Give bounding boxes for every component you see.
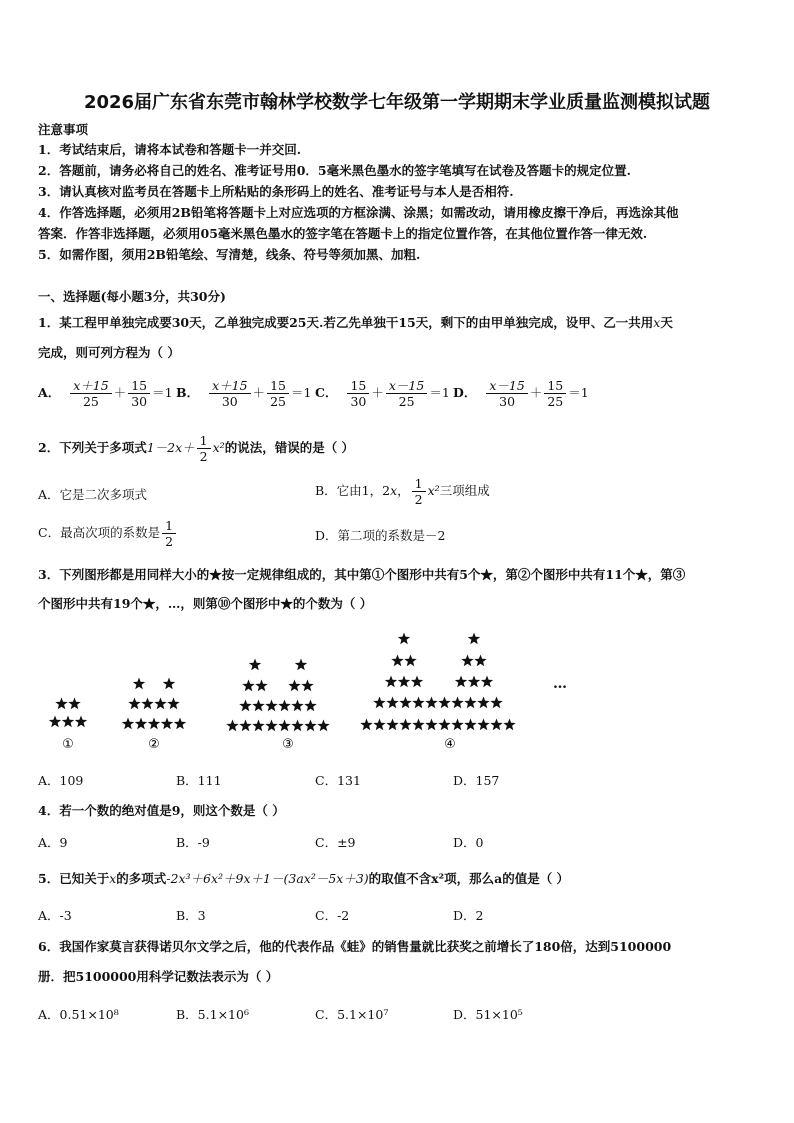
star-mark [174, 718, 186, 730]
numerator: x＋15 [209, 378, 250, 394]
star-mark [477, 697, 489, 709]
option-var: x [390, 483, 398, 498]
question-6-line2: 册．把5100000用科学记数法表示为（ ） [38, 969, 279, 984]
denominator: 25 [547, 394, 564, 409]
question-3-line1: 3．下列图形都是用同样大小的★按一定规律组成的，其中第①个图形中共有5个★，第②个图形中共有11个★，第③ [38, 567, 686, 582]
star-mark [386, 697, 398, 709]
q1-text: 1．某工程甲单独完成要30天，乙单独完成要25天.若乙先单独干15天，剩下的由甲单独完成，设甲、乙一共用 [38, 315, 654, 330]
option-label: A． [38, 385, 61, 400]
star-mark [391, 655, 403, 667]
option-label: C． [315, 385, 338, 400]
star-mark [62, 716, 74, 728]
option-text: C．最高次项的系数是 [38, 525, 161, 540]
star-mark [474, 655, 486, 667]
star-mark [385, 676, 397, 688]
q2-poly: 1－2x＋ [146, 440, 195, 455]
numerator: 15 [544, 378, 566, 394]
star-mark [438, 697, 450, 709]
star-mark [477, 719, 489, 731]
figure-label: ① [62, 737, 74, 752]
question-4: 4．若一个数的绝对值是9，则这个数是（ ） [38, 803, 285, 818]
denominator: 25 [82, 394, 99, 409]
star-mark [455, 676, 467, 688]
star-mark [412, 719, 424, 731]
denominator: 30 [131, 394, 148, 409]
numerator: 15 [347, 378, 369, 394]
star-mark [133, 678, 145, 690]
question-3-line2: 个图形中共有19个★，…，则第⑩个图形中★的个数为（ ） [38, 596, 373, 611]
star-mark [141, 698, 153, 710]
numerator: 1 [412, 476, 426, 492]
star-mark [360, 719, 372, 731]
star-mark [154, 698, 166, 710]
star-mark [503, 719, 515, 731]
star-mark [161, 718, 173, 730]
star-mark [451, 719, 463, 731]
rhs: ＝1 [429, 385, 450, 400]
star-mark [468, 676, 480, 688]
q2-x2: x² [212, 440, 225, 455]
page-title: 2026届广东省东莞市翰林学校数学七年级第一学期期末学业质量监测模拟试题 [83, 92, 711, 113]
star-mark [398, 676, 410, 688]
star-mark [399, 719, 411, 731]
star-mark [291, 700, 303, 712]
star-mark [288, 680, 300, 692]
q5-option-d[interactable]: D．2 [453, 908, 484, 923]
q1-var: x [653, 315, 661, 330]
rhs: ＝1 [568, 385, 589, 400]
q5-option-a[interactable]: A．-3 [38, 908, 72, 923]
denominator: 30 [221, 394, 238, 409]
star-mark [411, 676, 423, 688]
star-mark [425, 697, 437, 709]
star-mark [451, 697, 463, 709]
star-mark [252, 700, 264, 712]
star-mark [167, 698, 179, 710]
q3-option-d[interactable]: D．157 [453, 773, 500, 788]
star-mark [291, 720, 303, 732]
star-mark [122, 718, 134, 730]
q1-text-end: 天 [660, 315, 673, 330]
rhs: ＝1 [290, 385, 312, 400]
denominator: 30 [499, 394, 516, 409]
q5-option-c[interactable]: C．-2 [315, 908, 350, 923]
question-1-line2: 完成，则可列方程为（ ） [38, 345, 180, 360]
q3-option-c[interactable]: C．131 [315, 773, 361, 788]
figure-label: ③ [282, 737, 294, 752]
figure-ellipsis: … [553, 676, 567, 692]
q1-option-a[interactable]: A． $\frac{x+15}{25}$ ＋ $\frac{15}{30}$ ＝1 [38, 378, 173, 409]
star-mark [255, 680, 267, 692]
star-mark [265, 720, 277, 732]
q3-option-b[interactable]: B．111 [176, 773, 222, 788]
q4-option-b[interactable]: B．-9 [176, 835, 210, 850]
notice-heading: 注意事项 [38, 122, 89, 137]
notice-item: 2．答题前，请务必将自己的姓名、准考证号用0．5毫米黑色墨水的签字笔填写在试卷及答题卡的规定位置. [38, 163, 631, 178]
denominator: 2 [199, 449, 208, 464]
notice-item: 1．考试结束后，请将本试卷和答题卡一并交回. [38, 142, 302, 157]
star-mark [278, 700, 290, 712]
numerator: 1 [197, 433, 211, 449]
option-label: B． [176, 385, 200, 400]
star-mark [404, 655, 416, 667]
q1-option-c[interactable]: C． $\frac{15}{30}$ ＋ $\frac{x-15}{25}$ ＝1 [315, 378, 450, 409]
notice-item: 5．如需作图，须用2B铅笔绘、写清楚，线条、符号等须加黑、加粗. [38, 247, 421, 262]
option-text: 三项组成 [439, 483, 490, 498]
figure-label: ④ [444, 737, 456, 752]
q2-option-d[interactable]: D．第二项的系数是－2 [315, 528, 446, 543]
star-mark [373, 697, 385, 709]
star-mark [148, 718, 160, 730]
numerator: x－15 [486, 378, 527, 394]
question-5 [38, 869, 569, 887]
star-mark [301, 680, 313, 692]
q2-text-end: 的说法，错误的是（ ） [224, 440, 355, 455]
section-heading: 一、选择题(每小题3分，共30分) [38, 289, 226, 304]
star-mark [399, 697, 411, 709]
q6-option-d[interactable]: D．51×10⁵ [453, 1007, 523, 1022]
star-mark [490, 697, 502, 709]
star-mark [49, 716, 61, 728]
star-mark [265, 700, 277, 712]
denominator: 25 [270, 394, 286, 409]
rhs: ＝1 [152, 385, 173, 400]
star-mark [481, 676, 493, 688]
star-mark [68, 698, 80, 710]
star-mark [464, 697, 476, 709]
q3-option-a[interactable]: A．109 [38, 773, 84, 788]
denominator: 25 [398, 394, 415, 409]
q1-option-b[interactable]: B． $\frac{x+15}{30}$ ＋ $\frac{15}{25}$ ＝1 [176, 378, 312, 409]
denominator: 30 [350, 394, 367, 409]
star-mark [239, 700, 251, 712]
star-mark [373, 719, 385, 731]
q2-text: 2．下列关于多项式 [38, 440, 147, 455]
star-mark [461, 655, 473, 667]
star-mark [304, 720, 316, 732]
star-mark [252, 720, 264, 732]
denominator: 2 [414, 492, 423, 507]
q4-option-a[interactable]: A．9 [38, 835, 68, 850]
star-mark [304, 700, 316, 712]
q5-text: 的多项式 [116, 871, 167, 886]
star-mark [317, 720, 329, 732]
numerator: x＋15 [70, 378, 111, 394]
star-mark [464, 719, 476, 731]
star-mark [249, 659, 261, 671]
option-text: B．它由1，2 [315, 483, 391, 498]
q5-var: x [109, 871, 117, 886]
star-mark [398, 633, 410, 645]
q6-option-c[interactable]: C．5.1×10⁷ [315, 1007, 389, 1022]
q5-text: 5．已知关于 [38, 871, 110, 886]
star-mark [75, 716, 87, 728]
numerator: 1 [162, 518, 176, 534]
notice-item: 答案．作答非选择题，必须用05毫米黑色墨水的签字笔在答题卡上的指定位置作答，在其他位置作答一律无效. [38, 226, 648, 241]
option-label: D． [453, 385, 477, 400]
star-mark [468, 633, 480, 645]
q5-text-end: 的取值不含x²项，那么a的值是（ ） [368, 871, 570, 886]
star-mark [386, 719, 398, 731]
question-6-line1: 6．我国作家莫言获得诺贝尔文学之后，他的代表作品《蛙》的销售量就比获奖之前增长了180倍，达到5100000 [38, 939, 672, 954]
option-sep: ， [397, 483, 410, 498]
notice-item: 3．请认真核对监考员在答题卡上所粘贴的条形码上的姓名、准考证号与本人是否相符. [38, 184, 514, 199]
figure-label: ② [148, 737, 160, 752]
q5-poly: -2x³＋6x²＋9x＋1－(3ax²－5x＋3) [166, 871, 369, 886]
q6-option-b[interactable]: B．5.1×10⁶ [176, 1007, 249, 1022]
star-mark [438, 719, 450, 731]
numerator: x－15 [386, 378, 427, 394]
star-mark [295, 659, 307, 671]
star-mark [163, 678, 175, 690]
q5-option-b[interactable]: B．3 [176, 908, 206, 923]
star-mark [278, 720, 290, 732]
option-x2: x² [427, 483, 440, 498]
q1-option-d[interactable]: D． $\frac{x-15}{30}$ ＋ $\frac{15}{25}$ ＝1 [453, 378, 589, 409]
star-mark [55, 698, 67, 710]
star-mark [425, 719, 437, 731]
notice-item: 4．作答选择题，必须用2B铅笔将答题卡上对应选项的方框涂满、涂黑；如需改动，请用橡皮擦干净后，再选涂其他 [38, 205, 679, 220]
star-mark [239, 720, 251, 732]
q4-option-d[interactable]: D．0 [453, 835, 484, 850]
numerator: 15 [267, 378, 289, 394]
numerator: 15 [128, 378, 150, 394]
star-mark [242, 680, 254, 692]
q4-option-c[interactable]: C．±9 [315, 835, 356, 850]
denominator: 2 [165, 534, 174, 549]
q2-option-a[interactable]: A．它是二次多项式 [38, 487, 148, 502]
star-mark [135, 718, 147, 730]
star-mark [128, 698, 140, 710]
star-mark [412, 697, 424, 709]
q6-option-a[interactable]: A．0.51×10⁸ [38, 1007, 119, 1022]
star-mark [490, 719, 502, 731]
star-mark [226, 720, 238, 732]
